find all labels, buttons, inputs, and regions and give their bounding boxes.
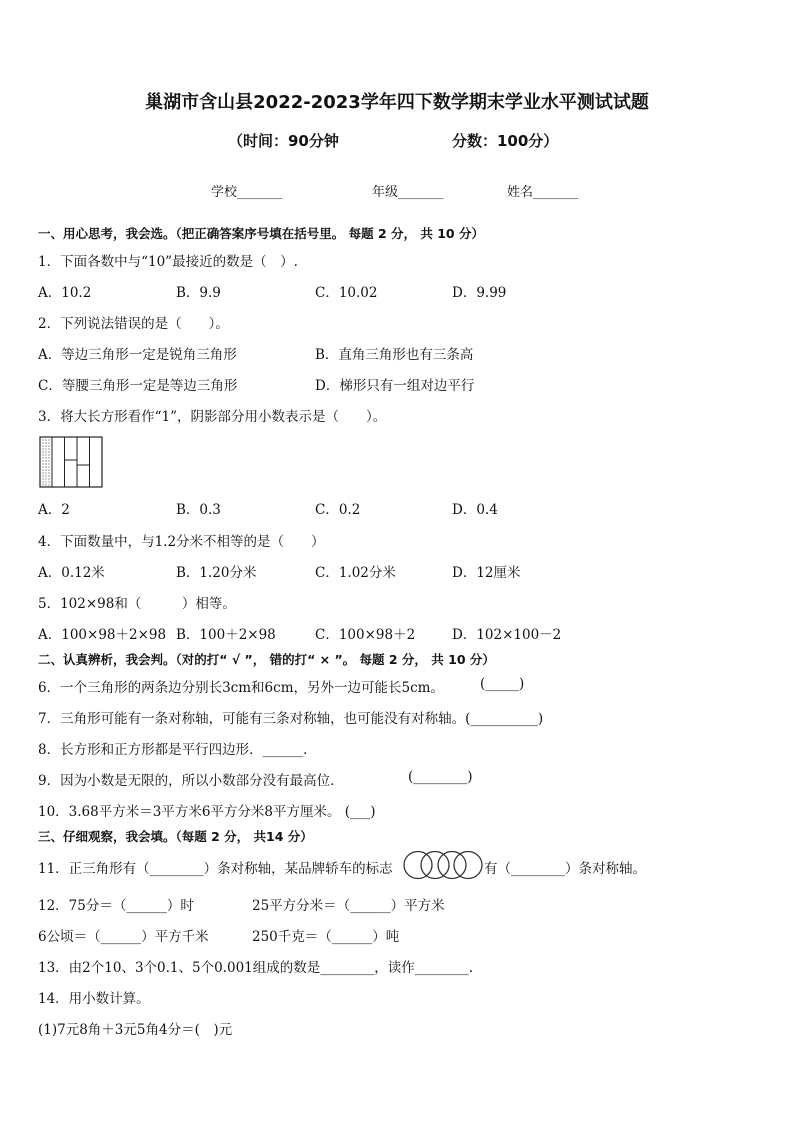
q3-option-a: A．2 (38, 502, 70, 518)
question-2: 2．下列说法错误的是（ ）。 (38, 316, 229, 332)
q2-option-d: D．梯形只有一组对边平行 (315, 378, 475, 394)
q3-option-d: D．0.4 (452, 502, 498, 518)
q3-option-b: B．0.3 (176, 502, 221, 518)
name-field: 姓名_______ (507, 185, 579, 200)
grade-field: 年级_______ (372, 185, 444, 200)
question-13: 13．由2个10、3个0.1、5个0.001组成的数是________，读作________. (38, 960, 474, 976)
question-4: 4．下面数量中，与1.2分米不相等的是（ ） (38, 534, 325, 550)
page-title: 巢湖市含山县2022-2023学年四下数学期末学业水平测试试题 (145, 92, 649, 113)
question-11: 11．正三角形有（________）条对称轴，某品牌轿车的标志 (38, 861, 393, 877)
question-14: 14．用小数计算。 (38, 991, 150, 1007)
question-7: 7．三角形可能有一条对称轴，可能有三条对称轴，也可能没有对称轴。(__________) (38, 711, 544, 727)
q4-option-a: A．0.12米 (38, 565, 105, 581)
q1-option-c: C．10.02 (315, 285, 378, 301)
q1-option-a: A．10.2 (38, 285, 92, 301)
section-2-heading: 二、认真辨析，我会判。（对的打“ √ ”， 错的打“ × ”。 每题 2 分， 共 10 分） (38, 652, 495, 667)
question-14-part-1: (1)7元8角＋3元5角4分＝( )元 (38, 1022, 233, 1038)
question-9: 9．因为小数是无限的，所以小数部分没有最高位． (38, 773, 344, 789)
q3-shaded-strip (40, 437, 52, 487)
q1-option-b: B．9.9 (176, 285, 221, 301)
question-3: 3．将大长方形看作“1”，阴影部分用小数表示是（ ）。 (38, 409, 387, 425)
exam-time: （时间：90分钟 (228, 132, 339, 150)
q11-part-2: 有（________）条对称轴。 (484, 861, 646, 877)
q1-option-d: D．9.99 (452, 285, 507, 301)
question-8: 8．长方形和正方形都是平行四边形．______． (38, 742, 317, 758)
q5-option-a: A．100×98＋2×98 (38, 627, 167, 643)
q3-option-c: C．0.2 (315, 502, 361, 518)
car-logo-four-rings (402, 849, 484, 881)
section-1-heading: 一、用心思考，我会选。（把正确答案序号填在括号里。 每题 2 分， 共 10 分） (38, 226, 484, 241)
question-12-c: 6公顷＝（______）平方千米 (38, 929, 209, 945)
q5-option-d: D．102×100－2 (452, 627, 562, 643)
q2-option-b: B．直角三角形也有三条高 (315, 347, 474, 363)
school-field: 学校_______ (211, 185, 283, 200)
q5-option-b: B．100＋2×98 (176, 627, 276, 643)
section-3-heading: 三、仔细观察，我会填。（每题 2 分， 共14 分） (38, 829, 313, 844)
question-12-b: 25平方分米＝（______）平方米 (252, 898, 445, 914)
q4-option-b: B．1.20分米 (176, 565, 257, 581)
question-5: 5．102×98和（ ）相等。 (38, 596, 236, 612)
question-12-d: 250千克＝（______）吨 (252, 929, 400, 945)
question-12-a: 12．75分＝（______）时 (38, 898, 194, 914)
question-1: 1．下面各数中与“10”最接近的数是（ ）. (38, 254, 298, 270)
q4-option-d: D．12厘米 (452, 565, 521, 581)
exam-score: 分数：100分） (452, 132, 559, 150)
q2-option-c: C．等腰三角形一定是等边三角形 (38, 378, 238, 394)
q6-answer-blank: (_____) (480, 676, 525, 692)
q2-option-a: A．等边三角形一定是锐角三角形 (38, 347, 237, 363)
q3-rectangle-figure (39, 436, 103, 488)
question-10: 10．3.68平方米＝3平方米6平方分米8平方厘米。 (___) (38, 804, 376, 820)
q4-option-c: C．1.02分米 (315, 565, 396, 581)
question-6: 6．一个三角形的两条边分别长3cm和6cm，另外一边可能长5cm。 (38, 680, 444, 696)
q9-answer-blank: (________) (408, 769, 473, 785)
q5-option-c: C．100×98＋2 (315, 627, 416, 643)
